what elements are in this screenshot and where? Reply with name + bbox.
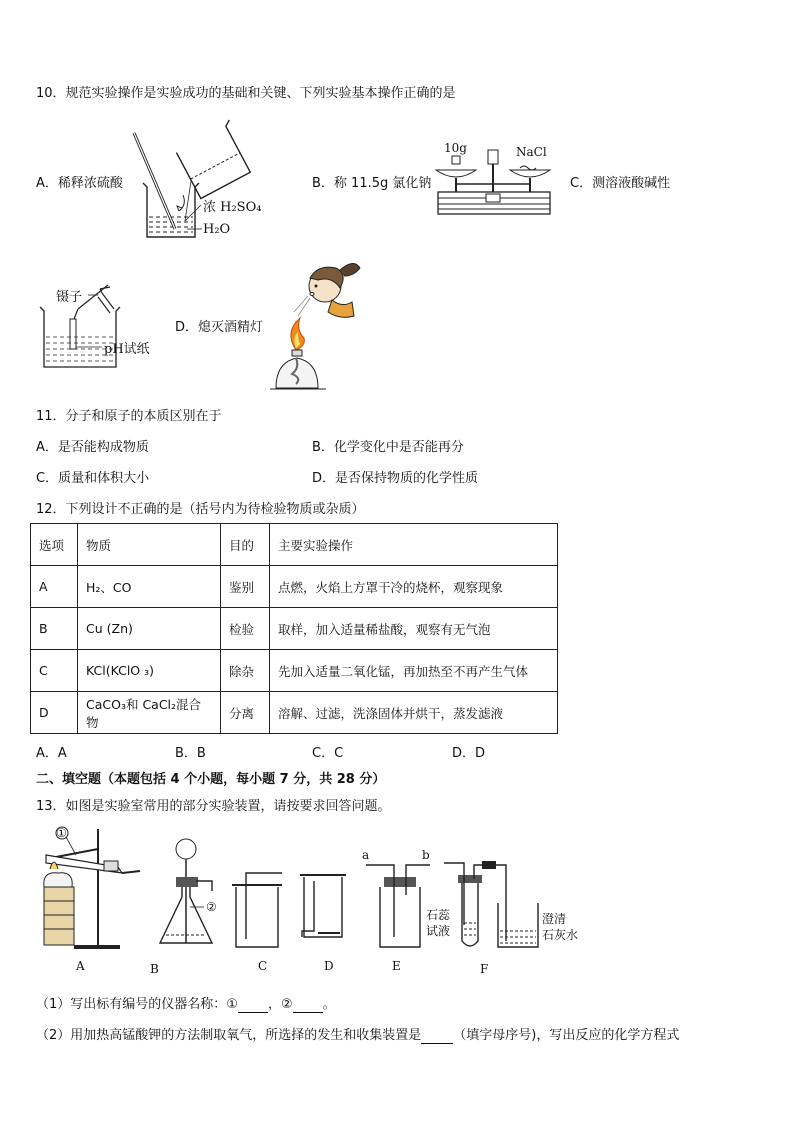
q10-option-c: C．测溶液酸碱性: [570, 176, 671, 191]
pouring-beaker-icon: [175, 120, 256, 199]
cell-purpose: 分离: [221, 692, 270, 734]
cell-option: A: [31, 566, 78, 608]
cell-substance: Cu (Zn): [78, 608, 221, 650]
q12-table: [30, 523, 558, 734]
litmus-label-1: 石蕊: [426, 908, 451, 922]
q13-sub1-end: 。: [322, 997, 336, 1012]
cell-operation: 点燃，火焰上方罩干冷的烧杯，观察现象: [270, 566, 558, 608]
blank-1[interactable]: [238, 997, 268, 1013]
q13-sub1: [36, 993, 336, 1013]
q13-sub1-mid: ，②: [267, 997, 293, 1012]
balance-figure: [432, 140, 557, 230]
acid-label: 浓 H₂SO₄: [203, 200, 262, 215]
apparatus-f-icon: [444, 861, 538, 947]
lime-label-2: 石灰水: [542, 928, 579, 942]
alcohol-lamp-icon: [270, 350, 326, 389]
weight-label: 10g: [444, 141, 467, 155]
label-b: B: [150, 962, 159, 976]
q12-answer-c: C．C: [312, 746, 344, 761]
section-title: 二、填空题（本题包括 4 个小题，每小题 7 分，共 28 分）: [36, 772, 386, 787]
tweezers-icon: [98, 297, 110, 313]
q10-option-b: B．称 11.5g 氯化钠: [312, 176, 432, 191]
q10-stem: 10．规范实验操作是实验成功的基础和关键、下列实验基本操作正确的是: [36, 86, 456, 101]
apparatus-d-icon: [300, 875, 346, 937]
label-c: C: [258, 959, 268, 973]
lime-label-1: 澄清: [542, 912, 567, 926]
cell-substance: CaCO₃和 CaCl₂混合物: [78, 692, 221, 734]
right-pan-icon: [510, 170, 550, 177]
apparatus-b-icon: [160, 839, 212, 943]
beaker-icon: [40, 307, 120, 367]
q10-option-a: A．稀释浓硫酸: [36, 176, 123, 191]
cell-option: B: [31, 608, 78, 650]
person-icon: [309, 263, 360, 317]
q12-stem: 12．下列设计不正确的是（括号内为待检验物质或杂质）: [36, 502, 365, 517]
dilute-acid-figure: [125, 125, 265, 240]
q12-answer-d: D．D: [452, 746, 486, 761]
q13-stem: 13．如图是实验室常用的部分实验装置，请按要求回答问题。: [36, 799, 391, 814]
apparatus-figure: [36, 825, 579, 980]
q10-option-d: D．熄灭酒精灯: [175, 320, 264, 335]
apparatus-a-icon: [44, 827, 140, 949]
cell-option: C: [31, 650, 78, 692]
q12-answer-a: A．A: [36, 746, 67, 761]
q13-sub2-end: （填字母序号)，写出反应的化学方程式: [453, 1028, 680, 1043]
table-row: [31, 608, 558, 650]
table-row: [31, 566, 558, 608]
q12-answer-b: B．B: [175, 746, 206, 761]
cell-operation: 先加入适量二氧化锰，再加热至不再产生气体: [270, 650, 558, 692]
cell-option: D: [31, 692, 78, 734]
label-e: E: [392, 959, 401, 973]
blow-lamp-figure: [270, 258, 365, 393]
q13-sub2: [36, 1024, 679, 1044]
cell-purpose: 除杂: [221, 650, 270, 692]
cell-operation: 取样，加入适量稀盐酸，观察有无气泡: [270, 608, 558, 650]
label-f: F: [480, 962, 489, 976]
mark-2: ②: [206, 900, 217, 914]
header-substance: 物质: [78, 524, 221, 566]
label-a: A: [76, 959, 85, 973]
water-label: H₂O: [203, 222, 231, 237]
cell-purpose: 检验: [221, 608, 270, 650]
table-header-row: [31, 524, 558, 566]
apparatus-e-icon: [366, 865, 430, 947]
q13-sub1-prefix: （1）写出标有编号的仪器名称：①: [36, 997, 238, 1012]
label-d: D: [324, 959, 334, 973]
blank-3[interactable]: [421, 1028, 453, 1044]
header-operation: 主要实验操作: [270, 524, 558, 566]
cell-operation: 溶解、过滤，洗涤固体并烘干，蒸发滤液: [270, 692, 558, 734]
table-row: [31, 650, 558, 692]
ph-paper-label: pH试纸: [104, 342, 150, 357]
blank-2[interactable]: [293, 997, 323, 1013]
header-option: 选项: [31, 524, 78, 566]
port-b: b: [422, 848, 430, 862]
table-row: [31, 692, 558, 734]
cell-substance: H₂、CO: [78, 566, 221, 608]
tweezers-label: 镊子: [56, 290, 83, 305]
port-a: a: [362, 848, 370, 862]
salt-label: NaCl: [516, 145, 547, 159]
litmus-label-2: 试液: [426, 924, 451, 938]
cell-substance: KCl(KClO ₃): [78, 650, 221, 692]
q11-option-a: A．是否能构成物质: [36, 440, 149, 455]
apparatus-c-icon: [232, 873, 282, 947]
q11-stem: 11．分子和原子的本质区别在于: [36, 409, 222, 424]
ph-test-figure: [38, 283, 168, 373]
header-purpose: 目的: [221, 524, 270, 566]
q11-option-c: C．质量和体积大小: [36, 471, 150, 486]
q11-option-d: D．是否保持物质的化学性质: [312, 471, 479, 486]
q13-sub2-prefix: （2）用加热高锰酸钾的方法制取氧气，所选择的发生和收集装置是: [36, 1028, 422, 1043]
mark-1: ①: [56, 826, 67, 840]
q11-option-b: B．化学变化中是否能再分: [312, 440, 464, 455]
cell-purpose: 鉴别: [221, 566, 270, 608]
left-pan-icon: [436, 170, 476, 177]
